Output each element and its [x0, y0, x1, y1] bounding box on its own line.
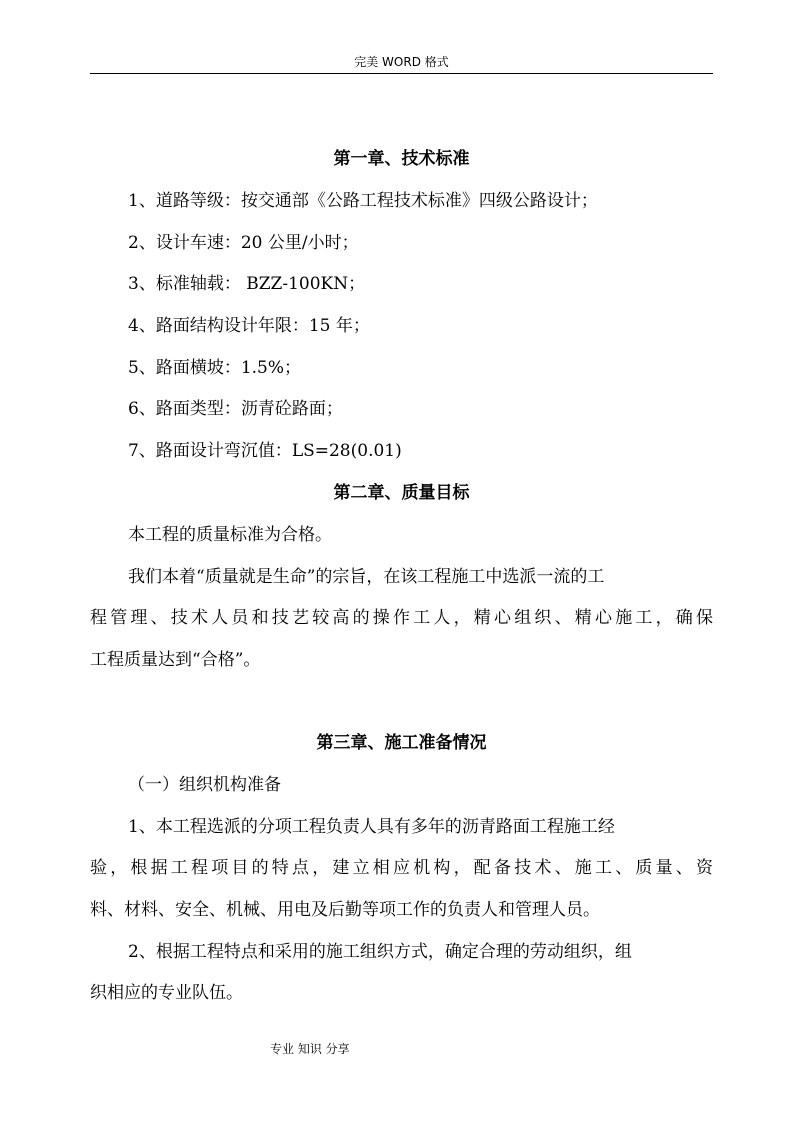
chapter1-item-3: 3、标准轴载： BZZ-100KN；	[128, 274, 366, 294]
chapter3-paragraph-1-line-2: 验，根据工程项目的特点，建立相应机构，配备技术、施工、质量、资	[90, 858, 713, 878]
chapter2-paragraph-2-line-1: 我们本着“质量就是生命”的宗旨，在该工程施工中选派一流的工	[128, 567, 605, 587]
page-header: 完美 WORD 格式	[354, 55, 449, 69]
chapter3-paragraph-1-line-1: 1、本工程选派的分项工程负责人具有多年的沥青路面工程施工经	[128, 817, 615, 837]
chapter3-paragraph-2-line-2: 织相应的专业队伍。	[90, 983, 243, 1003]
chapter3-paragraph-2-line-1: 2、根据工程特点和采用的施工组织方式，确定合理的劳动组织，组	[128, 942, 632, 962]
chapter1-item-6: 6、路面类型：沥青砼路面；	[128, 399, 343, 419]
chapter1-item-2: 2、设计车速：20 公里/小时；	[128, 233, 359, 253]
page-footer: 专业 知识 分享	[270, 1042, 350, 1056]
header-divider	[90, 73, 713, 74]
chapter1-item-5: 5、路面横坡：1.5%；	[128, 358, 302, 378]
chapter1-item-4: 4、路面结构设计年限：15 年；	[128, 316, 370, 336]
chapter3-paragraph-1-line-3: 料、材料、安全、机械、用电及后勤等项工作的负责人和管理人员。	[90, 900, 600, 920]
chapter1-title: 第一章、技术标准	[333, 149, 470, 169]
chapter2-title: 第二章、质量目标	[333, 483, 470, 503]
chapter3-subheading: （一）组织机构准备	[128, 775, 281, 795]
chapter2-paragraph-1: 本工程的质量标准为合格。	[128, 525, 332, 545]
chapter2-paragraph-2-line-2: 程管理、技术人员和技艺较高的操作工人，精心组织、精心施工，确保	[90, 608, 713, 628]
chapter1-item-1: 1、道路等级：按交通部《公路工程技术标准》四级公路设计；	[128, 191, 598, 211]
chapter3-title: 第三章、施工准备情况	[316, 733, 487, 753]
chapter1-item-7: 7、路面设计弯沉值：LS=28(0.01)	[128, 441, 402, 461]
chapter2-paragraph-2-line-3: 工程质量达到“合格”。	[90, 650, 261, 670]
